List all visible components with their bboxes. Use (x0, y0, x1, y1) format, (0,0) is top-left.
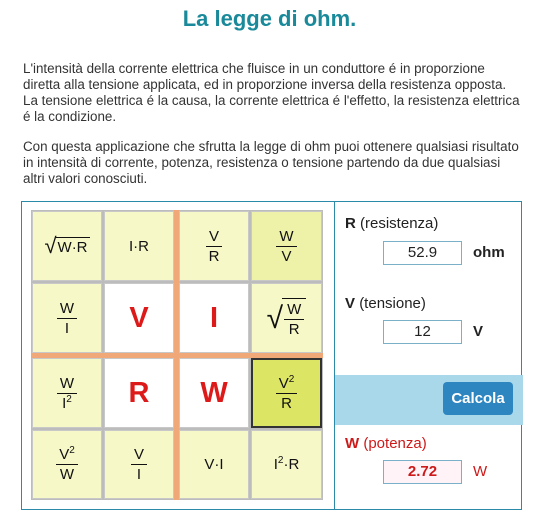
formula-cell-w-over-v[interactable]: $\frac{W}{V}$ (251, 211, 322, 281)
formula-cell-vi[interactable]: V·I (179, 430, 249, 499)
resistance-input[interactable]: 52.9 (383, 241, 462, 265)
formula-cell-sqrt-wr[interactable]: √ W·R (32, 211, 102, 281)
formula-cell-i2r[interactable]: $I^2\cdot R$ (251, 430, 322, 499)
intro-paragraph: L'intensità della corrente elettrica che fluisce in un conduttore é in proporzione diretta alla tensione applicata, ed in proporzione inversa della resistenza opposta. La tensione elettrica é la causa, la corrente elettrica é l'effetto, la resistenza elettrica é la condizione. (23, 61, 520, 124)
power-label: W (potenza) (345, 435, 427, 452)
power-unit: W (473, 463, 488, 480)
formula-grid (31, 210, 323, 500)
calcola-button[interactable]: Calcola (443, 382, 513, 415)
usage-paragraph: Con questa applicazione che sfrutta la legge di ohm puoi ottenere qualsiasi risultato in intensità di corrente, potenza, resistenza o tensione partendo da due qualsiasi altri valori conosciuti. (23, 139, 519, 186)
grid-divider-horizontal (31, 353, 323, 358)
quadrant-label-i: I (179, 283, 249, 353)
formula-cell-v-over-i[interactable]: $\frac{V}{I}$ (104, 430, 174, 499)
quadrant-label-r: R (104, 358, 174, 428)
formula-cell-v-over-r[interactable]: $\frac{V}{R}$ (179, 211, 249, 281)
formula-cell-v2-over-w[interactable]: $\frac{V^2}{W}$ (32, 430, 102, 499)
formula-cell-ir[interactable]: I·R (104, 211, 174, 281)
quadrant-label-w: W (179, 358, 249, 428)
formula-cell-w-over-i2[interactable]: $\frac{W}{I^2}$ (32, 358, 102, 428)
voltage-label: V (tensione) (345, 295, 426, 312)
quadrant-label-v: V (104, 283, 174, 353)
resistance-label: R (resistenza) (345, 215, 439, 232)
formula-cell-v2-over-r-selected[interactable]: $\frac{V^2}{R}$ (251, 358, 322, 428)
page-title: La legge di ohm. (182, 6, 357, 31)
voltage-input[interactable]: 12 (383, 320, 462, 344)
sqrt-icon: √ (44, 233, 57, 258)
calculator-panel (21, 201, 522, 510)
power-output[interactable]: 2.72 (383, 460, 462, 484)
sqrt-icon: √ (266, 302, 284, 335)
input-column (334, 202, 523, 509)
voltage-unit: V (473, 323, 484, 340)
formula-cell-w-over-i[interactable]: $\frac{W}{I}$ (32, 283, 102, 353)
resistance-unit: ohm (473, 244, 505, 261)
formula-cell-sqrt-w-over-r[interactable]: √ $\frac{W}{R}$ (251, 283, 322, 353)
